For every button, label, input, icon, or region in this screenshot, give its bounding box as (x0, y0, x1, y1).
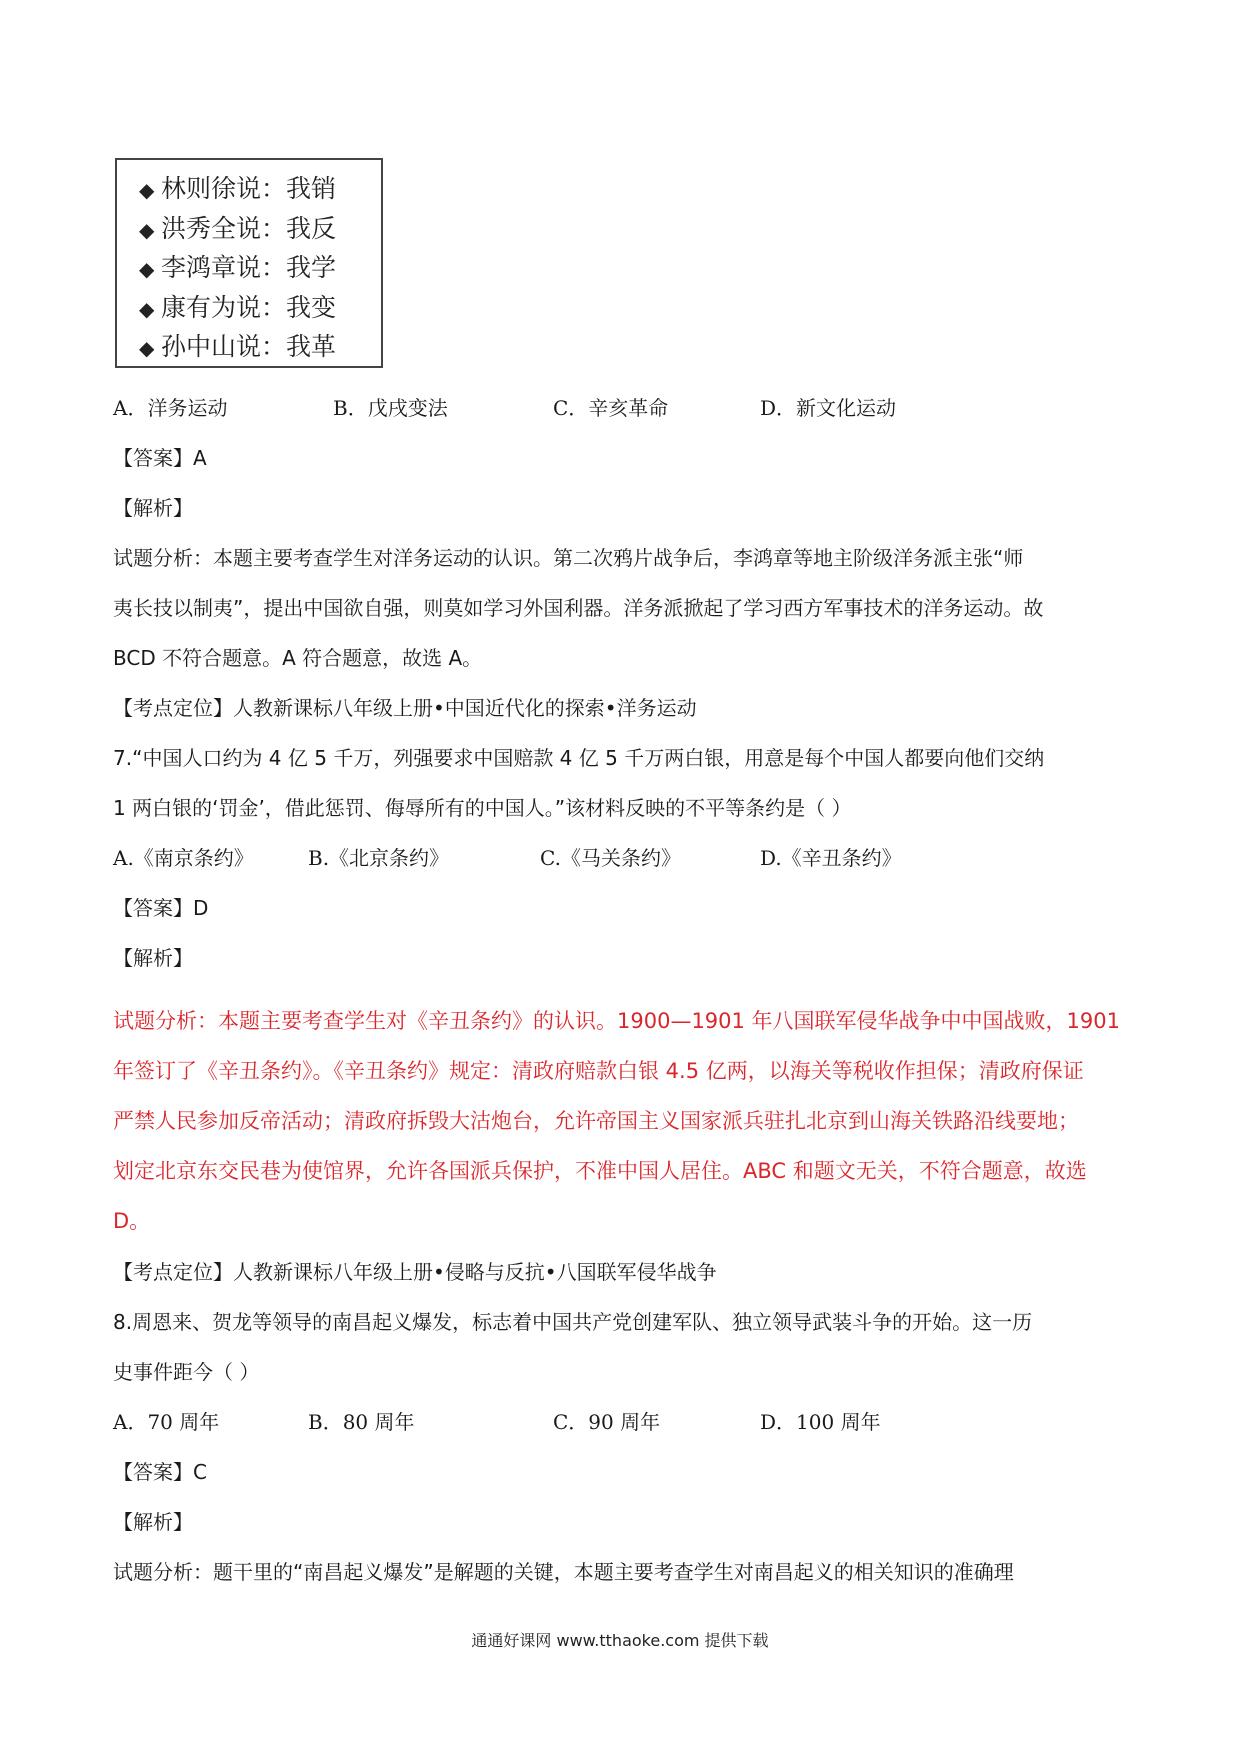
q8-analysis-line: 试题分析：题干里的“南昌起义爆发”是解题的关键，本题主要考查学生对南昌起义的相关知识的准确理 (113, 1560, 1014, 1584)
q8-option-d: D．100 周年 (760, 1410, 881, 1434)
diamond-bullet-icon: ◆ (139, 336, 155, 360)
q8-analysis-label: 【解析】 (113, 1510, 193, 1534)
q6-option-d: D．新文化运动 (760, 396, 897, 420)
q7-stem-line: 1 两白银的‘罚金’，借此惩罚、侮辱所有的中国人。”该材料反映的不平等条约是（ ） (113, 796, 852, 820)
page-footer: 通通好课网 www.tthaoke.com 提供下载 (471, 1631, 769, 1650)
quote-line: ◆ 孙中山说：我革 (139, 328, 381, 368)
q6-analysis-line: 试题分析：本题主要考查学生对洋务运动的认识。第二次鸦片战争后，李鸿章等地主阶级洋务派主张“师 (113, 546, 1024, 570)
q6-analysis-line: 夷长技以制夷”，提出中国欲自强，则莫如学习外国利器。洋务派掀起了学习西方军事技术的洋务运动。故 (113, 596, 1044, 620)
q7-analysis-line: D。 (113, 1209, 151, 1233)
q8-answer: 【答案】C (113, 1460, 207, 1484)
q6-option-a: A．洋务运动 (113, 396, 228, 420)
quote-line: ◆ 林则徐说：我销 (139, 170, 381, 210)
q8-stem-line: 史事件距今（ ） (113, 1360, 260, 1384)
q8-option-a: A．70 周年 (113, 1410, 220, 1434)
q7-option-d: D.《辛丑条约》 (760, 846, 902, 870)
q7-kaodian: 【考点定位】人教新课标八年级上册•侵略与反抗•八国联军侵华战争 (113, 1260, 717, 1284)
q7-analysis-label: 【解析】 (113, 946, 193, 970)
q7-answer: 【答案】D (113, 896, 209, 920)
q7-option-c: C.《马关条约》 (540, 846, 681, 870)
q7-analysis-line: 划定北京东交民巷为使馆界，允许各国派兵保护，不准中国人居住。ABC 和题文无关，不符合题意，故选 (113, 1159, 1087, 1183)
quote-line: ◆ 洪秀全说：我反 (139, 210, 381, 250)
q6-analysis-line: BCD 不符合题意。A 符合题意，故选 A。 (113, 646, 483, 670)
diamond-bullet-icon: ◆ (139, 217, 155, 242)
q7-option-a: A.《南京条约》 (113, 846, 254, 870)
q7-analysis-line: 年签订了《辛丑条约》。《辛丑条约》规定：清政府赔款白银 4.5 亿两，以海关等税收作担保；清政府保证 (113, 1059, 1084, 1083)
q8-option-c: C．90 周年 (553, 1410, 661, 1434)
q6-option-c: C．辛亥革命 (553, 396, 669, 420)
q8-stem-line: 8.周恩来、贺龙等领导的南昌起义爆发，标志着中国共产党创建军队、独立领导武装斗争的开始。这一历 (113, 1310, 1033, 1334)
quote-line: ◆ 康有为说：我变 (139, 289, 381, 329)
q6-analysis-label: 【解析】 (113, 496, 193, 520)
q7-option-b: B.《北京条约》 (308, 846, 450, 870)
q7-analysis-line: 试题分析：本题主要考查学生对《辛丑条约》的认识。1900—1901 年八国联军侵华战争中中国战败，1901 (113, 1009, 1121, 1033)
diamond-bullet-icon: ◆ (139, 178, 155, 202)
q6-option-b: B．戊戌变法 (333, 396, 448, 420)
q7-stem-line: 7.“中国人口约为 4 亿 5 千万，列强要求中国赔款 4 亿 5 千万两白银，用意是每个中国人都要向他们交纳 (113, 746, 1045, 770)
q7-analysis-line: 严禁人民参加反帝活动；清政府拆毁大沽炮台，允许帝国主义国家派兵驻扎北京到山海关铁路沿线要地； (113, 1109, 1079, 1133)
q6-answer: 【答案】A (113, 446, 207, 470)
quote-line: ◆ 李鸿章说：我学 (139, 249, 381, 289)
q8-option-b: B．80 周年 (308, 1410, 415, 1434)
diamond-bullet-icon: ◆ (139, 257, 155, 281)
quote-box (115, 158, 383, 368)
diamond-bullet-icon: ◆ (139, 296, 155, 321)
q6-kaodian: 【考点定位】人教新课标八年级上册•中国近代化的探索•洋务运动 (113, 696, 697, 720)
